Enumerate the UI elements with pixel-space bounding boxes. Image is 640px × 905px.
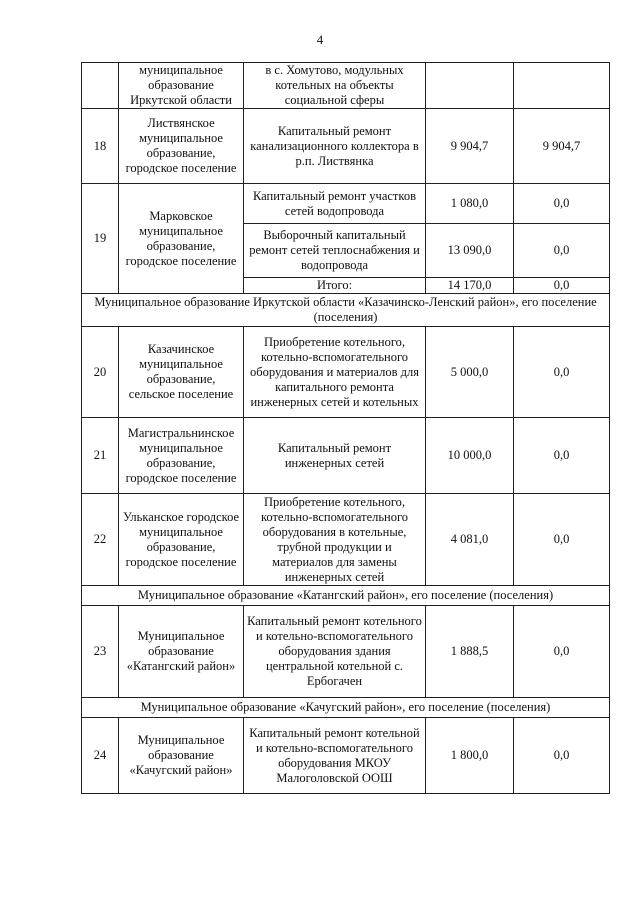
current-amount-cell: 0,0 — [514, 327, 610, 418]
work-description-cell: Выборочный капитальный ремонт сетей теплоснабжения и водопровода — [244, 224, 426, 278]
page-number: 4 — [316, 32, 324, 47]
total-amount-cell: 10 000,0 — [426, 418, 514, 494]
section-header-row — [82, 698, 610, 718]
current-amount-cell: 0,0 — [514, 418, 610, 494]
row-number-cell: 24 — [82, 718, 119, 794]
table-row — [82, 718, 610, 794]
current-amount-cell: 0,0 — [514, 184, 610, 224]
table-row — [82, 606, 610, 698]
work-description-cell: Приобретение котельного, котельно-вспомогательного оборудования и материалов для капитального ремонта инженерных сетей и котельных — [244, 327, 426, 418]
total-amount-cell: 5 000,0 — [426, 327, 514, 418]
total-amount-cell: 13 090,0 — [426, 224, 514, 278]
work-description-cell: Капитальный ремонт участков сетей водопровода — [244, 184, 426, 224]
table-row — [82, 63, 610, 109]
section-header: Муниципальное образование Иркутской области «Казачинско-Ленский район», его поселение (поселения) — [82, 294, 610, 327]
table-row — [82, 494, 610, 586]
row-number-cell: 20 — [82, 327, 119, 418]
municipality-cell: Казачинское муниципальное образование, сельское поселение — [119, 327, 244, 418]
section-header: Муниципальное образование «Катангский район», его поселение (поселения) — [82, 586, 610, 606]
municipality-cell: Марковское муниципальное образование, городское поселение — [119, 184, 244, 294]
row-number-cell: 21 — [82, 418, 119, 494]
work-description-cell: Капитальный ремонт инженерных сетей — [244, 418, 426, 494]
table-row — [82, 327, 610, 418]
subtotal-total-cell: 14 170,0 — [426, 278, 514, 294]
municipality-cell: Листвянское муниципальное образование, городское поселение — [119, 109, 244, 184]
total-amount-cell — [426, 63, 514, 109]
municipality-cell: Муниципальное образование «Катангский район» — [119, 606, 244, 698]
current-amount-cell — [514, 63, 610, 109]
table-row — [82, 109, 610, 184]
current-amount-cell: 0,0 — [514, 718, 610, 794]
work-description-cell: Приобретение котельного, котельно-вспомогательного оборудования в котельные, трубной продукции и материалов для замены инженерных сетей — [244, 494, 426, 586]
municipality-cell: Ульканское городское муниципальное образование, городское поселение — [119, 494, 244, 586]
row-number-cell: 19 — [82, 184, 119, 294]
current-amount-cell: 9 904,7 — [514, 109, 610, 184]
table-row — [82, 418, 610, 494]
current-amount-cell: 0,0 — [514, 494, 610, 586]
row-number-cell: 22 — [82, 494, 119, 586]
total-amount-cell: 1 080,0 — [426, 184, 514, 224]
municipality-cell: Муниципальное образование «Качугский район» — [119, 718, 244, 794]
total-amount-cell: 4 081,0 — [426, 494, 514, 586]
section-header-row — [82, 586, 610, 606]
work-description-cell: Капитальный ремонт канализационного коллектора в р.п. Листвянка — [244, 109, 426, 184]
row-number-cell: 18 — [82, 109, 119, 184]
current-amount-cell: 0,0 — [514, 606, 610, 698]
work-description-cell: Капитальный ремонт котельной и котельно-вспомогательного оборудования МКОУ Малоголовской ООШ — [244, 718, 426, 794]
subtotal-current-cell: 0,0 — [514, 278, 610, 294]
current-amount-cell: 0,0 — [514, 224, 610, 278]
total-amount-cell: 9 904,7 — [426, 109, 514, 184]
work-description-cell: в с. Хомутово, модульных котельных на объекты социальной сферы — [244, 63, 426, 109]
allocation-table — [81, 62, 610, 794]
section-header: Муниципальное образование «Качугский район», его поселение (поселения) — [82, 698, 610, 718]
table-row — [82, 184, 610, 224]
row-number-cell — [82, 63, 119, 109]
section-header-row — [82, 294, 610, 327]
total-amount-cell: 1 800,0 — [426, 718, 514, 794]
row-number-cell: 23 — [82, 606, 119, 698]
work-description-cell: Капитальный ремонт котельного и котельно-вспомогательного оборудования здания центральной котельной с. Ербогачен — [244, 606, 426, 698]
subtotal-label: Итого: — [244, 278, 426, 294]
municipality-cell: муниципальное образование Иркутской области — [119, 63, 244, 109]
municipality-cell: Магистральнинское муниципальное образование, городское поселение — [119, 418, 244, 494]
total-amount-cell: 1 888,5 — [426, 606, 514, 698]
